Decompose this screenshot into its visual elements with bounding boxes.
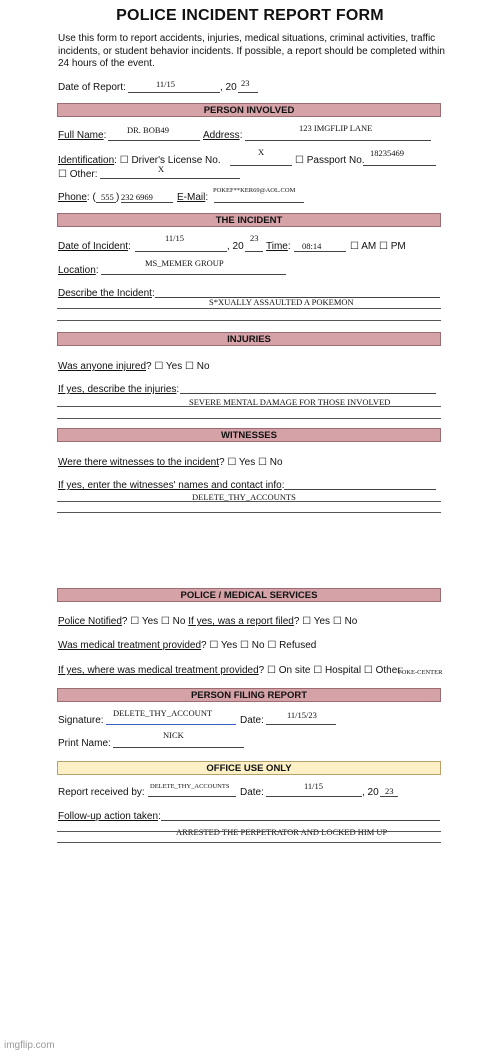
- other-id-label: ☐ Other:: [58, 169, 98, 180]
- incident-year-prefix: , 20: [227, 241, 244, 252]
- describe-incident-line-3: [57, 320, 441, 321]
- were-witnesses-options[interactable]: ? ☐ Yes ☐ No: [219, 457, 283, 468]
- full-name-line: [108, 140, 200, 141]
- print-name-line: [113, 747, 244, 748]
- form-intro: Use this form to report accidents, injuries, medical situations, criminal activities, traffic incidents, or student behavior incidents. If possible, a report should be completed within 24 hours of the event.: [58, 33, 445, 69]
- describe-incident-label-text: Describe the Incident: [58, 288, 152, 299]
- section-injuries: INJURIES: [57, 332, 441, 346]
- phone-number-value[interactable]: 232 6969: [121, 192, 153, 202]
- witness-contact-label: If yes, enter the witnesses' names and contact info:: [58, 480, 285, 491]
- year-prefix: , 20: [220, 82, 237, 93]
- describe-incident-line-2: [57, 308, 441, 309]
- email-label: E-Mail:: [177, 192, 209, 203]
- describe-incident-label: Describe the Incident:: [58, 288, 155, 299]
- incident-year-value[interactable]: 23: [250, 233, 259, 243]
- time-label: Time:: [266, 241, 291, 252]
- witness-contact-label-text: If yes, enter the witnesses' names and contact info: [58, 480, 282, 491]
- identification-label: Identification: [58, 155, 115, 166]
- date-of-incident-label: Date of Incident:: [58, 241, 131, 252]
- filer-date-value[interactable]: 11/15/23: [287, 710, 317, 720]
- followup-value[interactable]: ARRESTED THE PERPETRATOR AND LOCKED HIM UP: [176, 827, 388, 837]
- full-name-label: Full Name:: [58, 130, 107, 141]
- police-notified-options[interactable]: ? ☐ Yes ☐ No: [121, 616, 186, 627]
- filer-date-line: [266, 724, 336, 725]
- print-name-label: Print Name:: [58, 738, 111, 749]
- report-year-value[interactable]: 23: [241, 78, 250, 88]
- treatment-where-options[interactable]: ? ☐ On site ☐ Hospital ☐ Other:: [258, 665, 404, 676]
- time-line: [294, 251, 346, 252]
- date-of-report-line: [128, 92, 220, 93]
- phone-open-paren: : (: [86, 192, 96, 203]
- police-notified-label: Police Notified: [58, 616, 122, 627]
- print-name-value[interactable]: NICK: [163, 730, 184, 740]
- drivers-license-value[interactable]: X: [258, 147, 265, 157]
- report-filed-options[interactable]: ? ☐ Yes ☐ No: [293, 616, 358, 627]
- passport-line: [363, 165, 436, 166]
- describe-injuries-line-2: [57, 406, 441, 407]
- drivers-license-line: [230, 165, 292, 166]
- witness-contact-line-2: [57, 501, 441, 502]
- received-by-value[interactable]: DELETE_THY_ACCOUNTS: [150, 783, 230, 790]
- report-filed-label: If yes, was a report filed: [188, 616, 294, 627]
- treatment-other-value[interactable]: POKE-CENTER: [398, 669, 443, 676]
- address-line: [245, 140, 431, 141]
- location-label: Location:: [58, 265, 99, 276]
- office-year-prefix: , 20: [362, 787, 379, 798]
- other-id-value[interactable]: X: [158, 164, 165, 174]
- time-value[interactable]: 08:14: [302, 241, 322, 251]
- describe-injuries-label: If yes, describe the injuries:: [58, 384, 180, 395]
- witness-contact-line: [284, 489, 436, 490]
- describe-injuries-label-text: If yes, describe the injuries: [58, 384, 177, 395]
- full-name-value[interactable]: DR. BOB49: [127, 125, 170, 135]
- address-label-text: Address: [203, 130, 240, 141]
- date-of-incident-value[interactable]: 11/15: [165, 233, 185, 243]
- treatment-provided-options[interactable]: ? ☐ Yes ☐ No ☐ Refused: [201, 640, 317, 651]
- describe-incident-value[interactable]: S*XUALLY ASSAULTED A POKEMON: [209, 297, 354, 307]
- signature-value[interactable]: DELETE_THY_ACCOUNT: [113, 708, 213, 718]
- section-person-involved: PERSON INVOLVED: [57, 103, 441, 117]
- section-office-use: OFFICE USE ONLY: [57, 761, 441, 775]
- time-label-text: Time: [266, 241, 288, 252]
- anyone-injured-label: Was anyone injured: [58, 361, 147, 372]
- location-value[interactable]: MS_MEMER GROUP: [145, 258, 224, 268]
- section-police-medical: POLICE / MEDICAL SERVICES: [57, 588, 441, 602]
- office-date-line: [266, 796, 362, 797]
- treatment-where-label: If yes, where was medical treatment provided: [58, 665, 259, 676]
- witness-contact-value[interactable]: DELETE_THY_ACCOUNTS: [192, 492, 296, 502]
- am-pm-options[interactable]: ☐ AM ☐ PM: [350, 241, 406, 252]
- received-by-label: Report received by:: [58, 787, 145, 798]
- passport-label: ☐ Passport No.: [295, 155, 365, 166]
- anyone-injured-row: [58, 361, 210, 372]
- followup-line: [161, 820, 440, 821]
- phone-label: [58, 192, 96, 203]
- anyone-injured-options[interactable]: ? ☐ Yes ☐ No: [146, 361, 210, 372]
- identification-row: [58, 155, 221, 166]
- describe-injuries-line-3: [57, 418, 441, 419]
- office-date-label: Date:: [240, 787, 264, 798]
- police-notified-row: [58, 616, 357, 627]
- other-id-line: [100, 178, 240, 179]
- section-the-incident: THE INCIDENT: [57, 213, 441, 227]
- signature-label: Signature:: [58, 715, 104, 726]
- witness-contact-line-3: [57, 512, 441, 513]
- followup-line-2: [57, 831, 441, 832]
- form-title: POLICE INCIDENT REPORT FORM: [116, 7, 384, 24]
- phone-area-value[interactable]: 555: [101, 192, 114, 202]
- year-line: [238, 92, 258, 93]
- received-by-line: [148, 796, 236, 797]
- treatment-provided-row: [58, 640, 316, 651]
- office-date-value[interactable]: 11/15: [304, 781, 324, 791]
- date-of-report-value[interactable]: 11/15: [156, 79, 176, 89]
- passport-value[interactable]: 18235469: [370, 148, 404, 158]
- date-of-report-label: Date of Report:: [58, 82, 126, 93]
- address-value[interactable]: 123 IMGFLIP LANE: [299, 123, 373, 133]
- phone-close-paren: ): [116, 192, 120, 203]
- date-of-incident-line: [135, 251, 227, 252]
- phone-number-line: [121, 202, 173, 203]
- phone-area-line: [96, 202, 116, 203]
- location-line: [101, 274, 286, 275]
- treatment-provided-label: Was medical treatment provided: [58, 640, 202, 651]
- treatment-where-row: [58, 665, 403, 676]
- email-line: [214, 202, 304, 203]
- drivers-license-label: : ☐ Driver's License No.: [114, 155, 221, 166]
- phone-label-text: Phone: [58, 192, 87, 203]
- address-label: Address:: [203, 130, 243, 141]
- full-name-label-text: Full Name: [58, 130, 104, 141]
- date-of-incident-label-text: Date of Incident: [58, 241, 129, 252]
- describe-injuries-line: [180, 393, 436, 394]
- section-person-filing: PERSON FILING REPORT: [57, 688, 441, 702]
- location-label-text: Location: [58, 265, 96, 276]
- incident-year-line: [245, 251, 263, 252]
- were-witnesses-row: [58, 457, 283, 468]
- imgflip-watermark: imgflip.com: [4, 1040, 55, 1051]
- followup-label-text: Follow-up action taken: [58, 811, 159, 822]
- email-label-text: E-Mail: [177, 192, 206, 203]
- describe-injuries-value[interactable]: SEVERE MENTAL DAMAGE FOR THOSE INVOLVED: [189, 397, 391, 407]
- filer-date-label: Date:: [240, 715, 264, 726]
- office-year-value[interactable]: 23: [385, 786, 394, 796]
- followup-label: Follow-up action taken:: [58, 811, 161, 822]
- signature-line: [106, 724, 236, 725]
- section-witnesses: WITNESSES: [57, 428, 441, 442]
- office-year-line: [380, 796, 398, 797]
- email-value[interactable]: POKEF**KER69@AOL.COM: [213, 187, 296, 194]
- were-witnesses-label: Were there witnesses to the incident: [58, 457, 220, 468]
- followup-line-3: [57, 842, 441, 843]
